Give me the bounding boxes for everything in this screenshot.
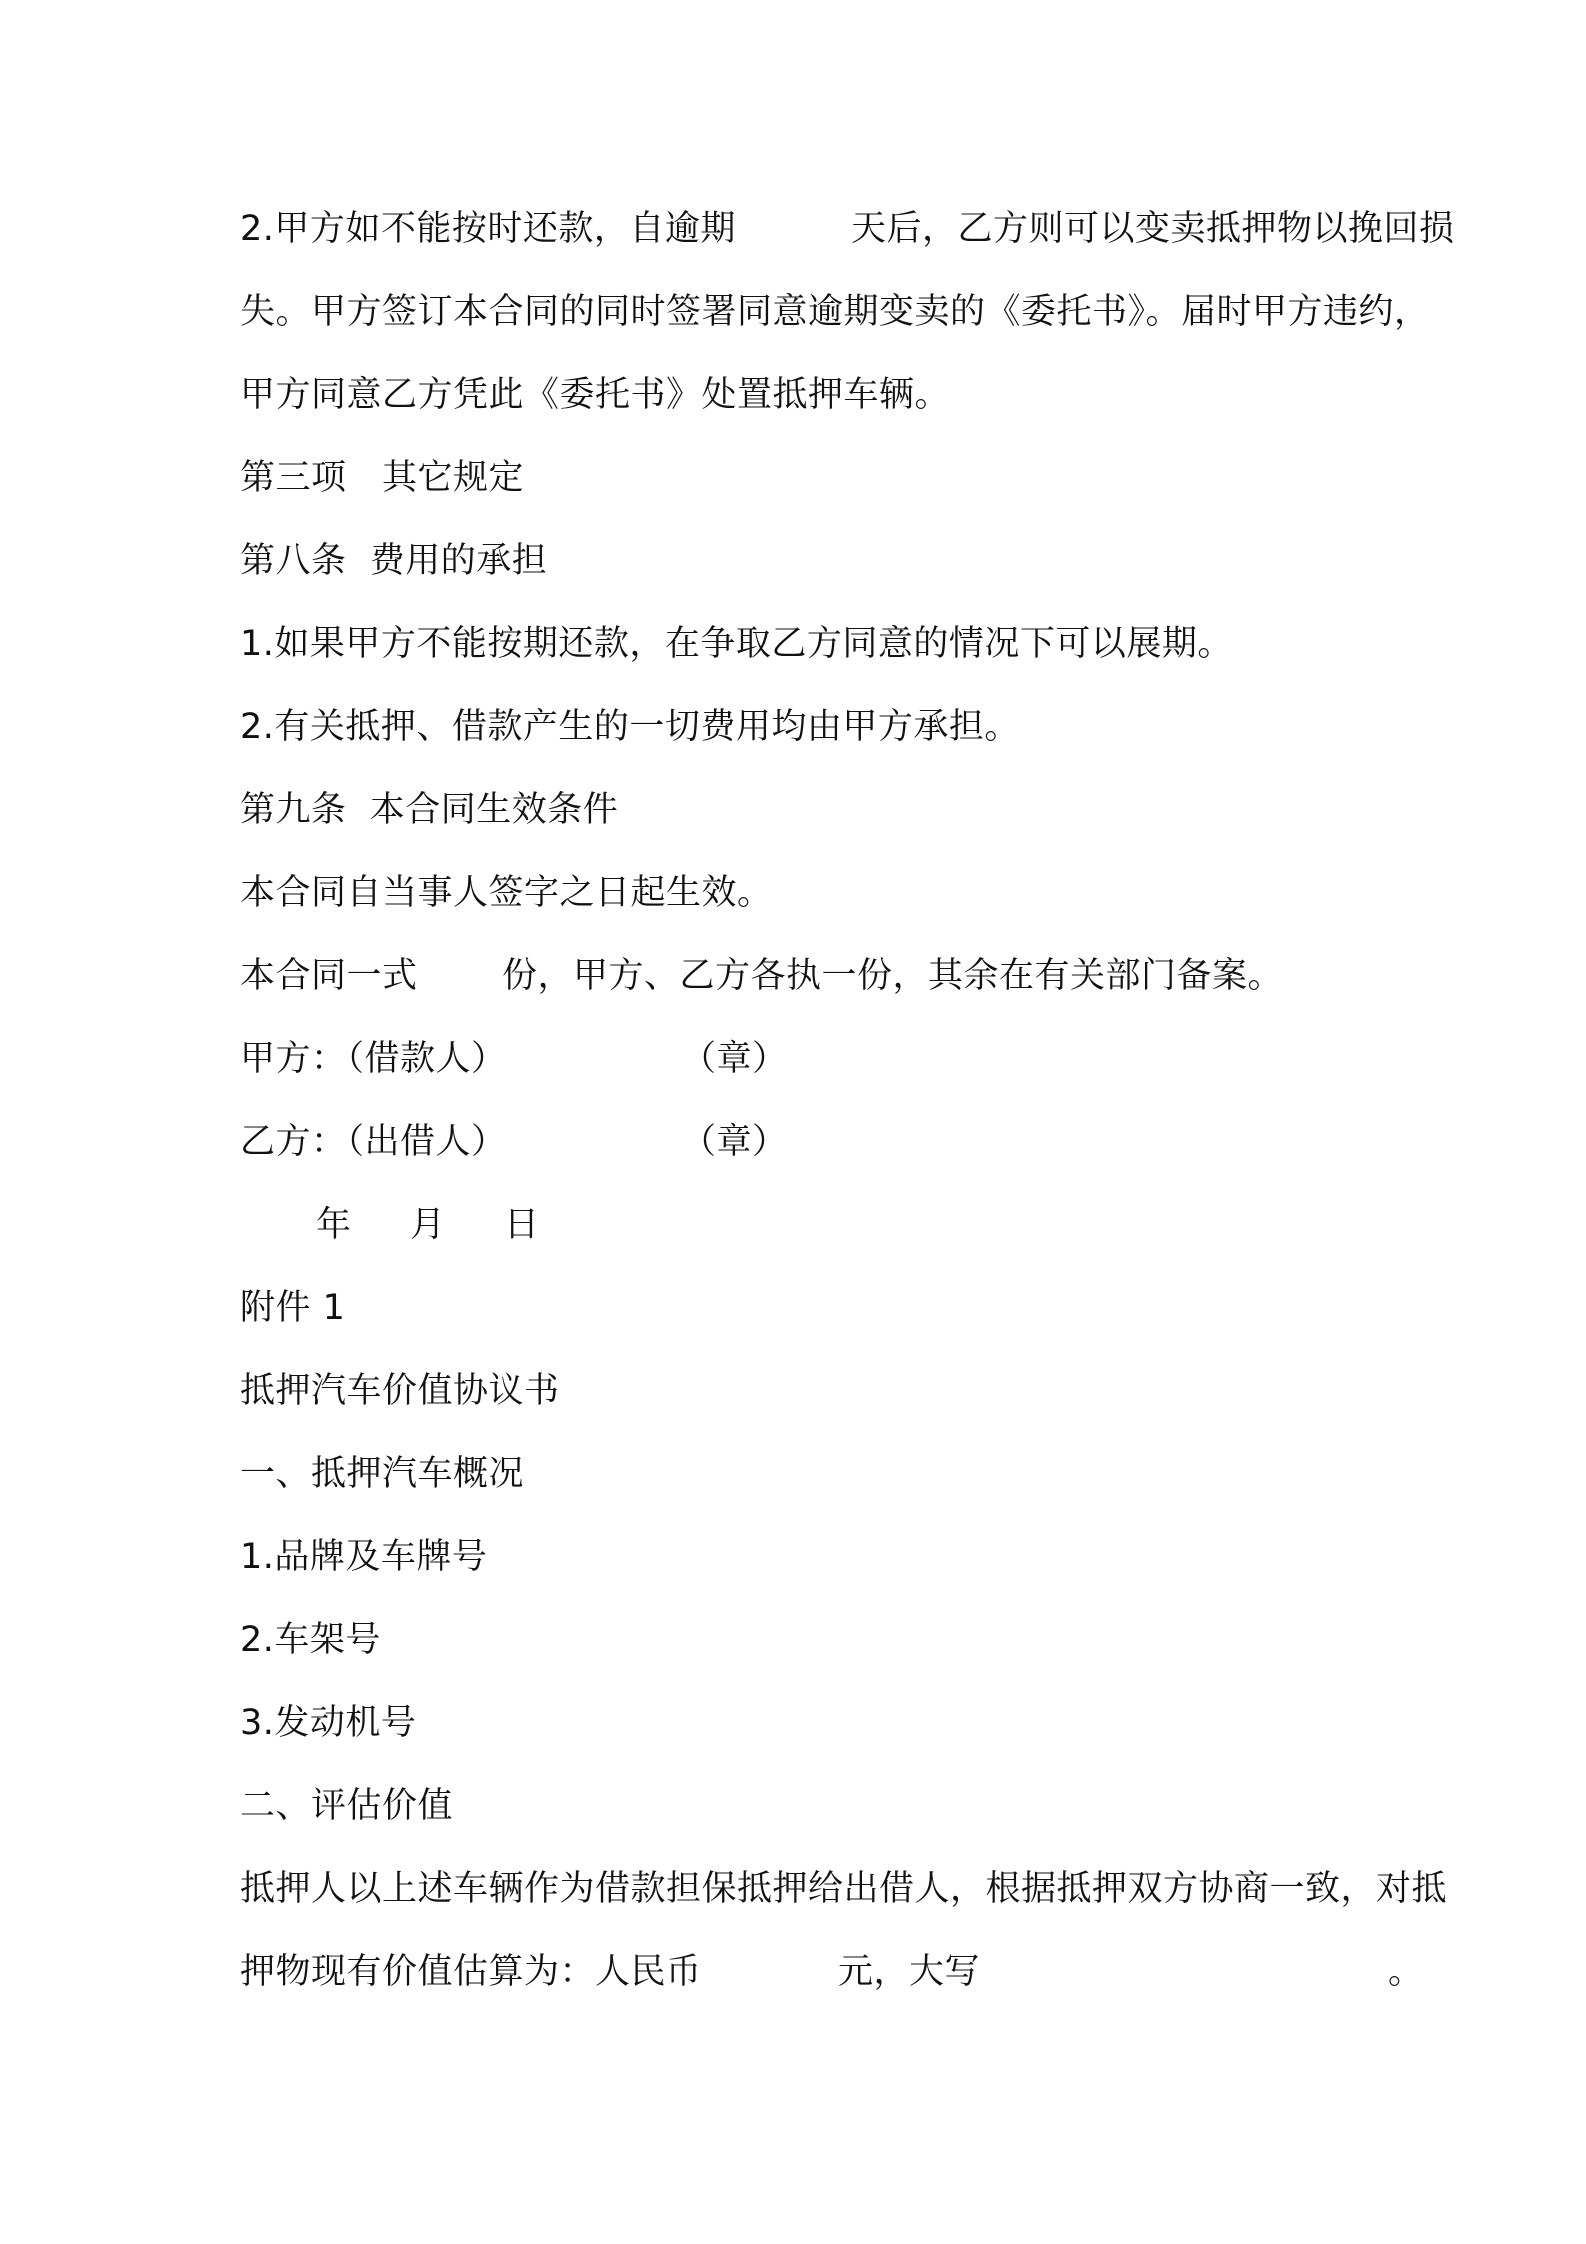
attachment-label: 附件 1	[240, 1288, 346, 1328]
article-nine-title: 第九条 本合同生效条件	[240, 790, 619, 830]
paragraph-2-line-3: 甲方同意乙方凭此《委托书》处置抵押车辆。	[240, 375, 951, 415]
section-three-heading: 第三项 其它规定	[240, 458, 525, 498]
attachment-title: 抵押汽车价值协议书	[240, 1371, 560, 1411]
paragraph-2-line-1-start: 2.甲方如不能按时还款，自逾期	[240, 209, 736, 249]
party-b-seal: （章）	[681, 1122, 788, 1162]
copies-clause-start: 本合同一式	[240, 956, 418, 996]
date-year: 年	[316, 1205, 352, 1245]
date-month: 月	[410, 1205, 446, 1245]
attachment-item-1: 1.品牌及车牌号	[240, 1537, 488, 1577]
effective-clause: 本合同自当事人签字之日起生效。	[240, 873, 773, 913]
article-eight-title: 第八条 费用的承担	[240, 541, 548, 581]
attachment-item-2: 2.车架号	[240, 1620, 381, 1660]
attachment-item-3: 3.发动机号	[240, 1703, 417, 1743]
article-eight-item-2: 2.有关抵押、借款产生的一切费用均由甲方承担。	[240, 707, 1020, 747]
party-a-label: 甲方：（借款人）	[240, 1039, 507, 1079]
valuation-line-2-middle: 元，大写	[838, 1952, 981, 1992]
valuation-line-1: 抵押人以上述车辆作为借款担保抵押给出借人，根据抵押双方协商一致，对抵	[240, 1869, 1448, 1909]
copies-clause-end: 份，甲方、乙方各执一份，其余在有关部门备案。	[502, 956, 1284, 996]
article-eight-item-1: 1.如果甲方不能按期还款，在争取乙方同意的情况下可以展期。	[240, 624, 1233, 664]
attachment-section-two: 二、评估价值	[240, 1786, 454, 1826]
party-a-seal: （章）	[681, 1039, 788, 1079]
valuation-line-2	[240, 1950, 1424, 2170]
party-b-label: 乙方：（出借人）	[240, 1122, 507, 1162]
valuation-line-2-end: 。	[1388, 1952, 1424, 1992]
date-day: 日	[504, 1205, 540, 1245]
paragraph-2-line-1-end: 天后，乙方则可以变卖抵押物以挽回损	[851, 209, 1455, 249]
valuation-line-2-start: 押物现有价值估算为：人民币	[240, 1952, 702, 1992]
paragraph-2-line-2: 失。甲方签订本合同的同时签署同意逾期变卖的《委托书》。届时甲方违约，	[240, 292, 1430, 332]
attachment-section-one: 一、抵押汽车概况	[240, 1454, 525, 1494]
